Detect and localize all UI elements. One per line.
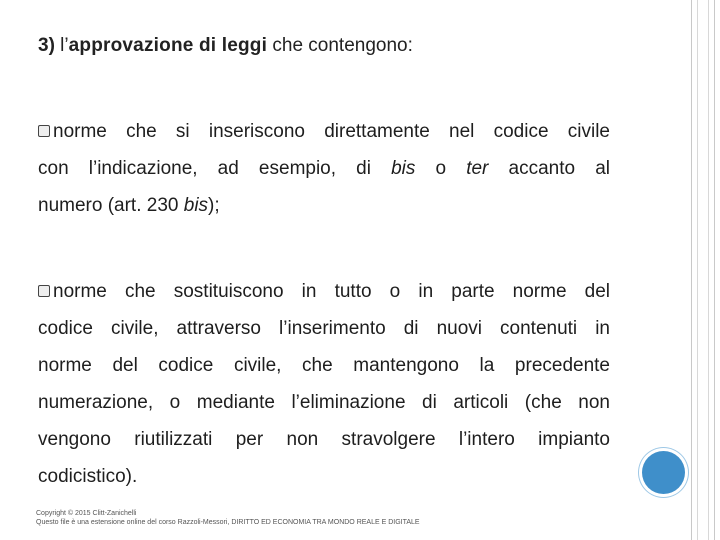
copyright-footer [36,509,420,527]
checkbox-bullet-icon [38,285,50,297]
blue-circle-decoration [642,451,685,494]
right-border-inner-decoration [697,0,709,540]
italic-term: ter [466,158,489,179]
paragraph-line: codicistico). [38,466,138,487]
bullet-paragraph-1 [38,113,610,224]
paragraph-line [38,113,610,150]
paragraph-line [38,187,610,224]
line-text: con l’indicazione, ad esempio, di [38,158,392,179]
footer-line-2: Questo file è una estensione online del corso Razzoli-Messori, DIRITTO ED ECONOMIA TRA MONDO REALE E DIGITALE [36,519,420,526]
footer-line-1: Copyright © 2015 Clitt-Zanichelli [36,510,137,517]
paragraph-line [38,150,610,187]
checkbox-bullet-icon [38,125,50,137]
line-text: numero (art. 230 [38,195,184,216]
italic-term: bis [183,195,209,216]
paragraph-line [38,273,610,310]
line-text: norme che sostituiscono in tutto o in parte norme del [53,281,610,302]
title-prefix: l’ [54,35,69,56]
line-text: norme che si inseriscono direttamente nel codice civile [53,121,610,142]
paragraph-line: vengono riutilizzati per non stravolgere l’intero impianto [38,429,610,450]
paragraph-line: codice civile, attraverso l’inserimento di nuovi contenuti in [38,318,610,339]
paragraph-line: numerazione, o mediante l’eliminazione di articoli (che non [38,392,610,413]
line-text: ); [208,195,220,216]
title-number: 3) [38,35,55,56]
title-emphasis: approvazione di leggi [68,35,268,56]
bullet-paragraph-2 [38,273,610,495]
slide-title [38,35,413,57]
paragraph-line: norme del codice civile, che mantengono la precedente [38,355,610,376]
italic-term: bis [391,158,416,179]
line-text: accanto al [488,158,610,179]
line-text: o [415,158,467,179]
title-suffix: che contengono: [267,35,413,56]
